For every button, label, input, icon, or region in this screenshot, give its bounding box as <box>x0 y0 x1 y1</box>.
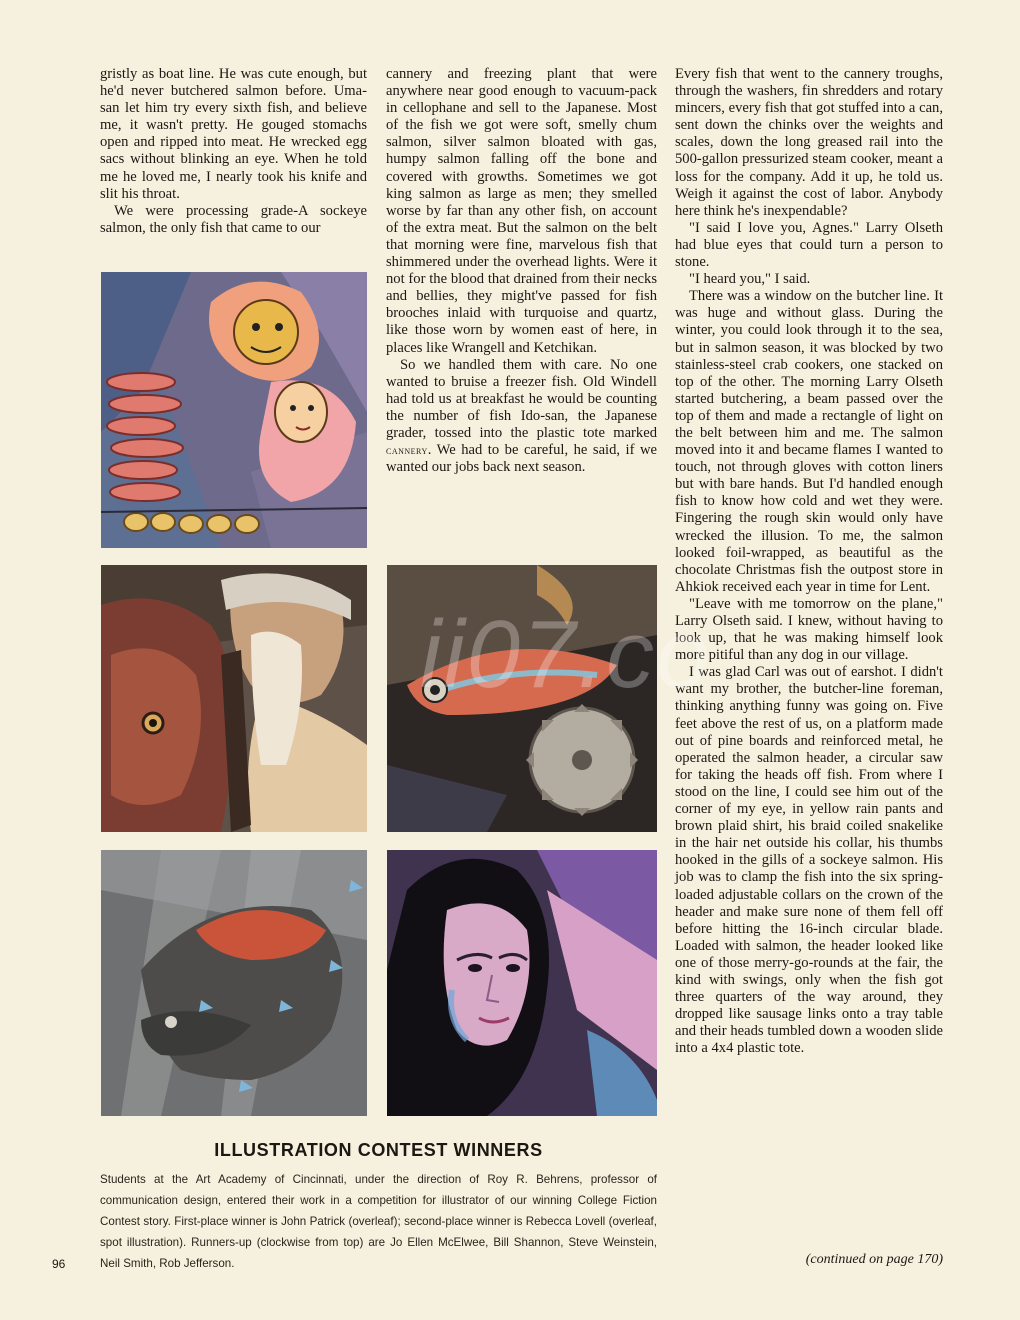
paragraph: I was glad Carl was out of earshot. I didn't want my brother, the butcher-line foreman, thinking anything funny was going on. Five feet above the rest of us, on a platform made out of pine boards and reinforced metal, he operated the salmon header, a circular saw for taking the heads off fish. From where I stood on the line, I could see him out of the corner of my eye, in yellow rain pants and brown plaid shirt, his braid coiled snakelike in the hair net outside his collar, his thumbs hooked in the gills of a sockeye salmon. His job was to clamp the fish into the six spring-loaded adjustable collars on the crown of the header and make sure none of them fell off before hitting the 16-inch circular blade. Loaded with salmon, the header looked like one of those merry-go-rounds at the fair, the kind with swings, only when the fish got three quarters of the way around, they dropped like sausage links onto a tray table and their heads tumbled down a wooden slide into a 4x4 plastic tote. <box>675 664 943 1057</box>
illustration-salmon-in-water <box>101 850 367 1116</box>
contest-caption: Students at the Art Academy of Cincinnati, under the direction of Roy R. Behrens, professor of communication design, entered their work in a competition for illustrator of our winning College Fiction Contest story. First-place winner is John Patrick (overleaf); second-place winner is Rebecca Lovell (overleaf, spot illustration). Runners-up (clockwise from top) are Jo Ellen McElwee, Bill Shannon, Steve Weinstein, Neil Smith, Rob Jefferson. <box>100 1173 657 1270</box>
paragraph: "I said I love you, Agnes." Larry Olseth had blue eyes that could turn a person to stone. <box>675 219 943 271</box>
article-column-1 <box>100 66 367 237</box>
article-column-3 <box>675 66 943 1057</box>
paragraph: There was a window on the butcher line. It was huge and without glass. During the winter, you could look through it to the sea, but in salmon season, it was blocked by two stainless-steel crab cookers, one stacked on top of the other. The morning Larry Olseth started butchering, a beam passed over the top of them and made a rectangle of light on the belt between him and me. The salmon moved into it and became flames I wanted to touch, not through gloves with cotton liners but with bare hands. But I'd handled enough fish to know how cold and wet they were. Fingering the rough skin would only have wrecked the illusion. To me, the salmon looked foil-wrapped, as beautiful as the chocolate Christmas fish the outpost store in Ahkiok received each year in time for Lent. <box>675 288 943 595</box>
paragraph: So we handled them with care. No one wanted to bruise a freezer fish. Old Windell had told us at breakfast he would be counting the number of fish Ido-san, the Japanese grader, tossed into the plastic tote marked cannery. We had to be careful, he said, if we wanted our jobs back next season. <box>386 356 657 476</box>
paragraph: Every fish that went to the cannery troughs, through the washers, fin shredders and rotary mincers, every fish that got stuffed into a can, sent down the chinks over the weights and scales, down the long greased rail into the 500-gallon pressurized steam cooker, meant a loss for the company. Add it up, he told us. Weigh it against the cost of labor. Anybody here think he's inexpendable? <box>675 66 943 219</box>
illustration-portrait-woman <box>387 850 657 1116</box>
contest-heading: ILLUSTRATION CONTEST WINNERS <box>214 1140 543 1160</box>
illustration-figures-with-salmon <box>101 272 367 548</box>
paragraph: "Leave with me tomorrow on the plane," Larry Olseth said. I knew, without having to look up, that he was making himself look more pitiful than any dog in our village. <box>675 595 943 664</box>
continued-note: (continued on page 170) <box>805 1252 943 1267</box>
watermark: ii07.co <box>420 601 712 708</box>
page-number: 96 <box>52 1257 66 1271</box>
paragraph: cannery and freezing plant that were anywhere near good enough to vacuum-pack in cellophane and sell to the Japanese. Most of the fish we got were soft, smelly chum salmon, silver salmon bloated with gas, humpy salmon falling off the bone and covered with growths. Sometimes we got king salmon as large as men; they smelled worse by far than any other fish, on account of the extra meat. But the salmon on the belt that morning were fine, marvelous fish that shimmered under the overhead lights. Were it not for the blood that drained from their necks and bellies, they might've passed for fish brooches inlaid with turquoise and quartz, like those worn by women east of here, in places like Wrangell and Ketchikan. <box>386 66 657 356</box>
illustration-fish-and-saw <box>387 565 657 832</box>
paragraph: "I heard you," I said. <box>689 271 811 288</box>
paragraph: We were processing grade-A sockeye salmon, the only fish that came to our <box>100 202 367 236</box>
article-column-2 <box>386 66 657 476</box>
paragraph: gristly as boat line. He was cute enough, but he'd never butchered salmon before. Uma-san let him try every sixth fish, and believe me, it wasn't pretty. He gouged stomachs open and ripped into meat. He wrecked egg sacs without blinking an eye. When he told me he loved me, I nearly took his knife and slit his throat. <box>100 66 367 202</box>
illustration-man-with-fish <box>101 565 367 832</box>
cannery-label: cannery <box>386 443 428 458</box>
